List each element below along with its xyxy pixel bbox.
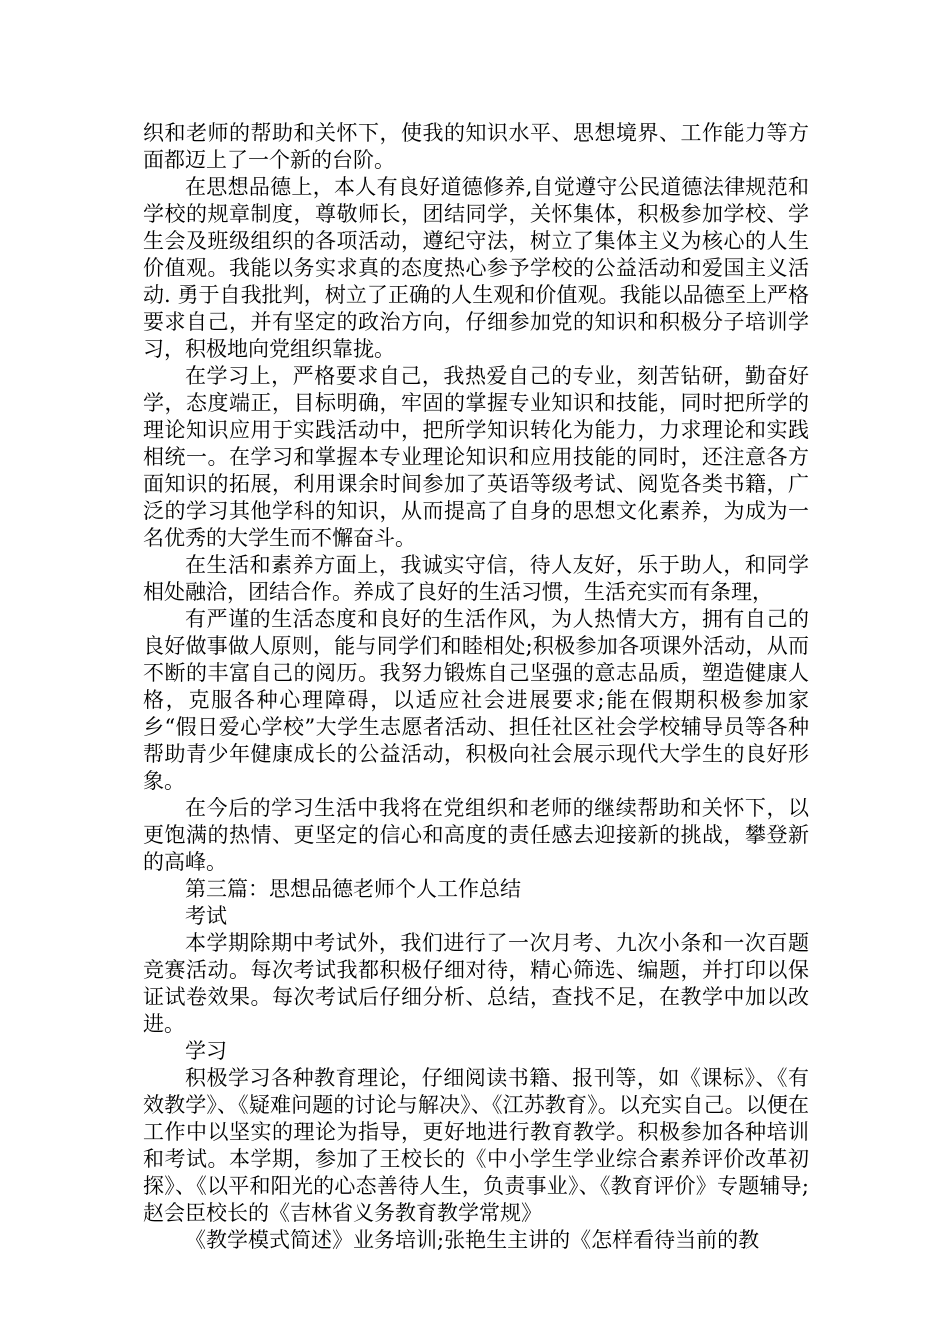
section-title: 第三篇：思想品德老师个人工作总结 <box>185 877 521 901</box>
paragraph-moral-character: 在思想品德上，本人有良好道德修养,自觉遵守公民道德法律规范和学校的规章制度，尊敬师长，团结同学，关怀集体，积极参加学校、学生会及班级组织的各项活动，遵纪守法，树立了集体主义为核心的人生价值观。我能以务实求真的态度热心参予学校的公益活动和爱国主义活动. 勇于自我批判，树立了正确的人生观和价值观。我能以品德至上严格要求自己，并有坚定的政治方向，仔细参加党的知识和积极分子培训学习，积极地向党组织靠拢。 <box>143 175 809 361</box>
paragraph-exams: 本学期除期中考试外，我们进行了一次月考、九次小条和一次百题竞赛活动。每次考试我都积极仔细对待，精心筛选、编题，并打印以保证试卷效果。每次考试后仔细分析、总结，查找不足，在教学中加以改进。 <box>143 931 809 1036</box>
paragraph-life: 在生活和素养方面上，我诚实守信，待人友好，乐于助人，和同学相处融洽，团结合作。养成了良好的生活习惯，生活充实而有条理， <box>143 553 809 604</box>
paragraph-continuation: 织和老师的帮助和关怀下，使我的知识水平、思想境界、工作能力等方面都迈上了一个新的台阶。 <box>143 121 809 172</box>
paragraph-learning: 积极学习各种教育理论，仔细阅读书籍、报刊等，如《课标》、《有效教学》、《疑难问题的讨论与解决》、《江苏教育》。以充实自己。以便在工作中以坚实的理论为指导，更好地进行教育教学。积极参加各种培训和考试。本学期，参加了王校长的《中小学生学业综合素养评价改革初探》、《以平和阳光的心态善待人生，负责事业》、《教育评价》专题辅导;赵会臣校长的《吉林省义务教育教学常规》 <box>143 1066 809 1225</box>
paragraph-attitude: 有严谨的生活态度和良好的生活作风，为人热情大方，拥有自己的良好做事做人原则，能与同学们和睦相处;积极参加各项课外活动，从而不断的丰富自己的阅历。我努力锻炼自己坚强的意志品质，塑造健康人格，克服各种心理障碍，以适应社会进展要求;能在假期积极参加家乡“假日爱心学校”大学生志愿者活动、担任社区社会学校辅导员等各种帮助青少年健康成长的公益活动，积极向社会展示现代大学生的良好形象。 <box>143 607 809 793</box>
subheading-exams: 考试 <box>185 904 227 928</box>
paragraph-study: 在学习上，严格要求自己，我热爱自己的专业，刻苦钻研，勤奋好学，态度端正，目标明确，牢固的掌握专业知识和技能，同时把所学的理论知识应用于实践活动中，把所学知识转化为能力，力求理论和实践相统一。在学习和掌握本专业理论知识和应用技能的同时，还注意各方面知识的拓展，利用课余时间参加了英语等级考试、阅览各类书籍，广泛的学习其他学科的知识，从而提高了自身的思想文化素养，为成为一名优秀的大学生而不懈奋斗。 <box>143 364 809 550</box>
paragraph-future: 在今后的学习生活中我将在党组织和老师的继续帮助和关怀下，以更饱满的热情、更坚定的信心和高度的责任感去迎接新的挑战，攀登新的高峰。 <box>143 796 809 874</box>
paragraph-training: 《教学模式简述》业务培训;张艳生主讲的《怎样看待当前的教 <box>185 1228 760 1252</box>
subheading-learning: 学习 <box>185 1039 227 1063</box>
document-body <box>143 120 809 1254</box>
